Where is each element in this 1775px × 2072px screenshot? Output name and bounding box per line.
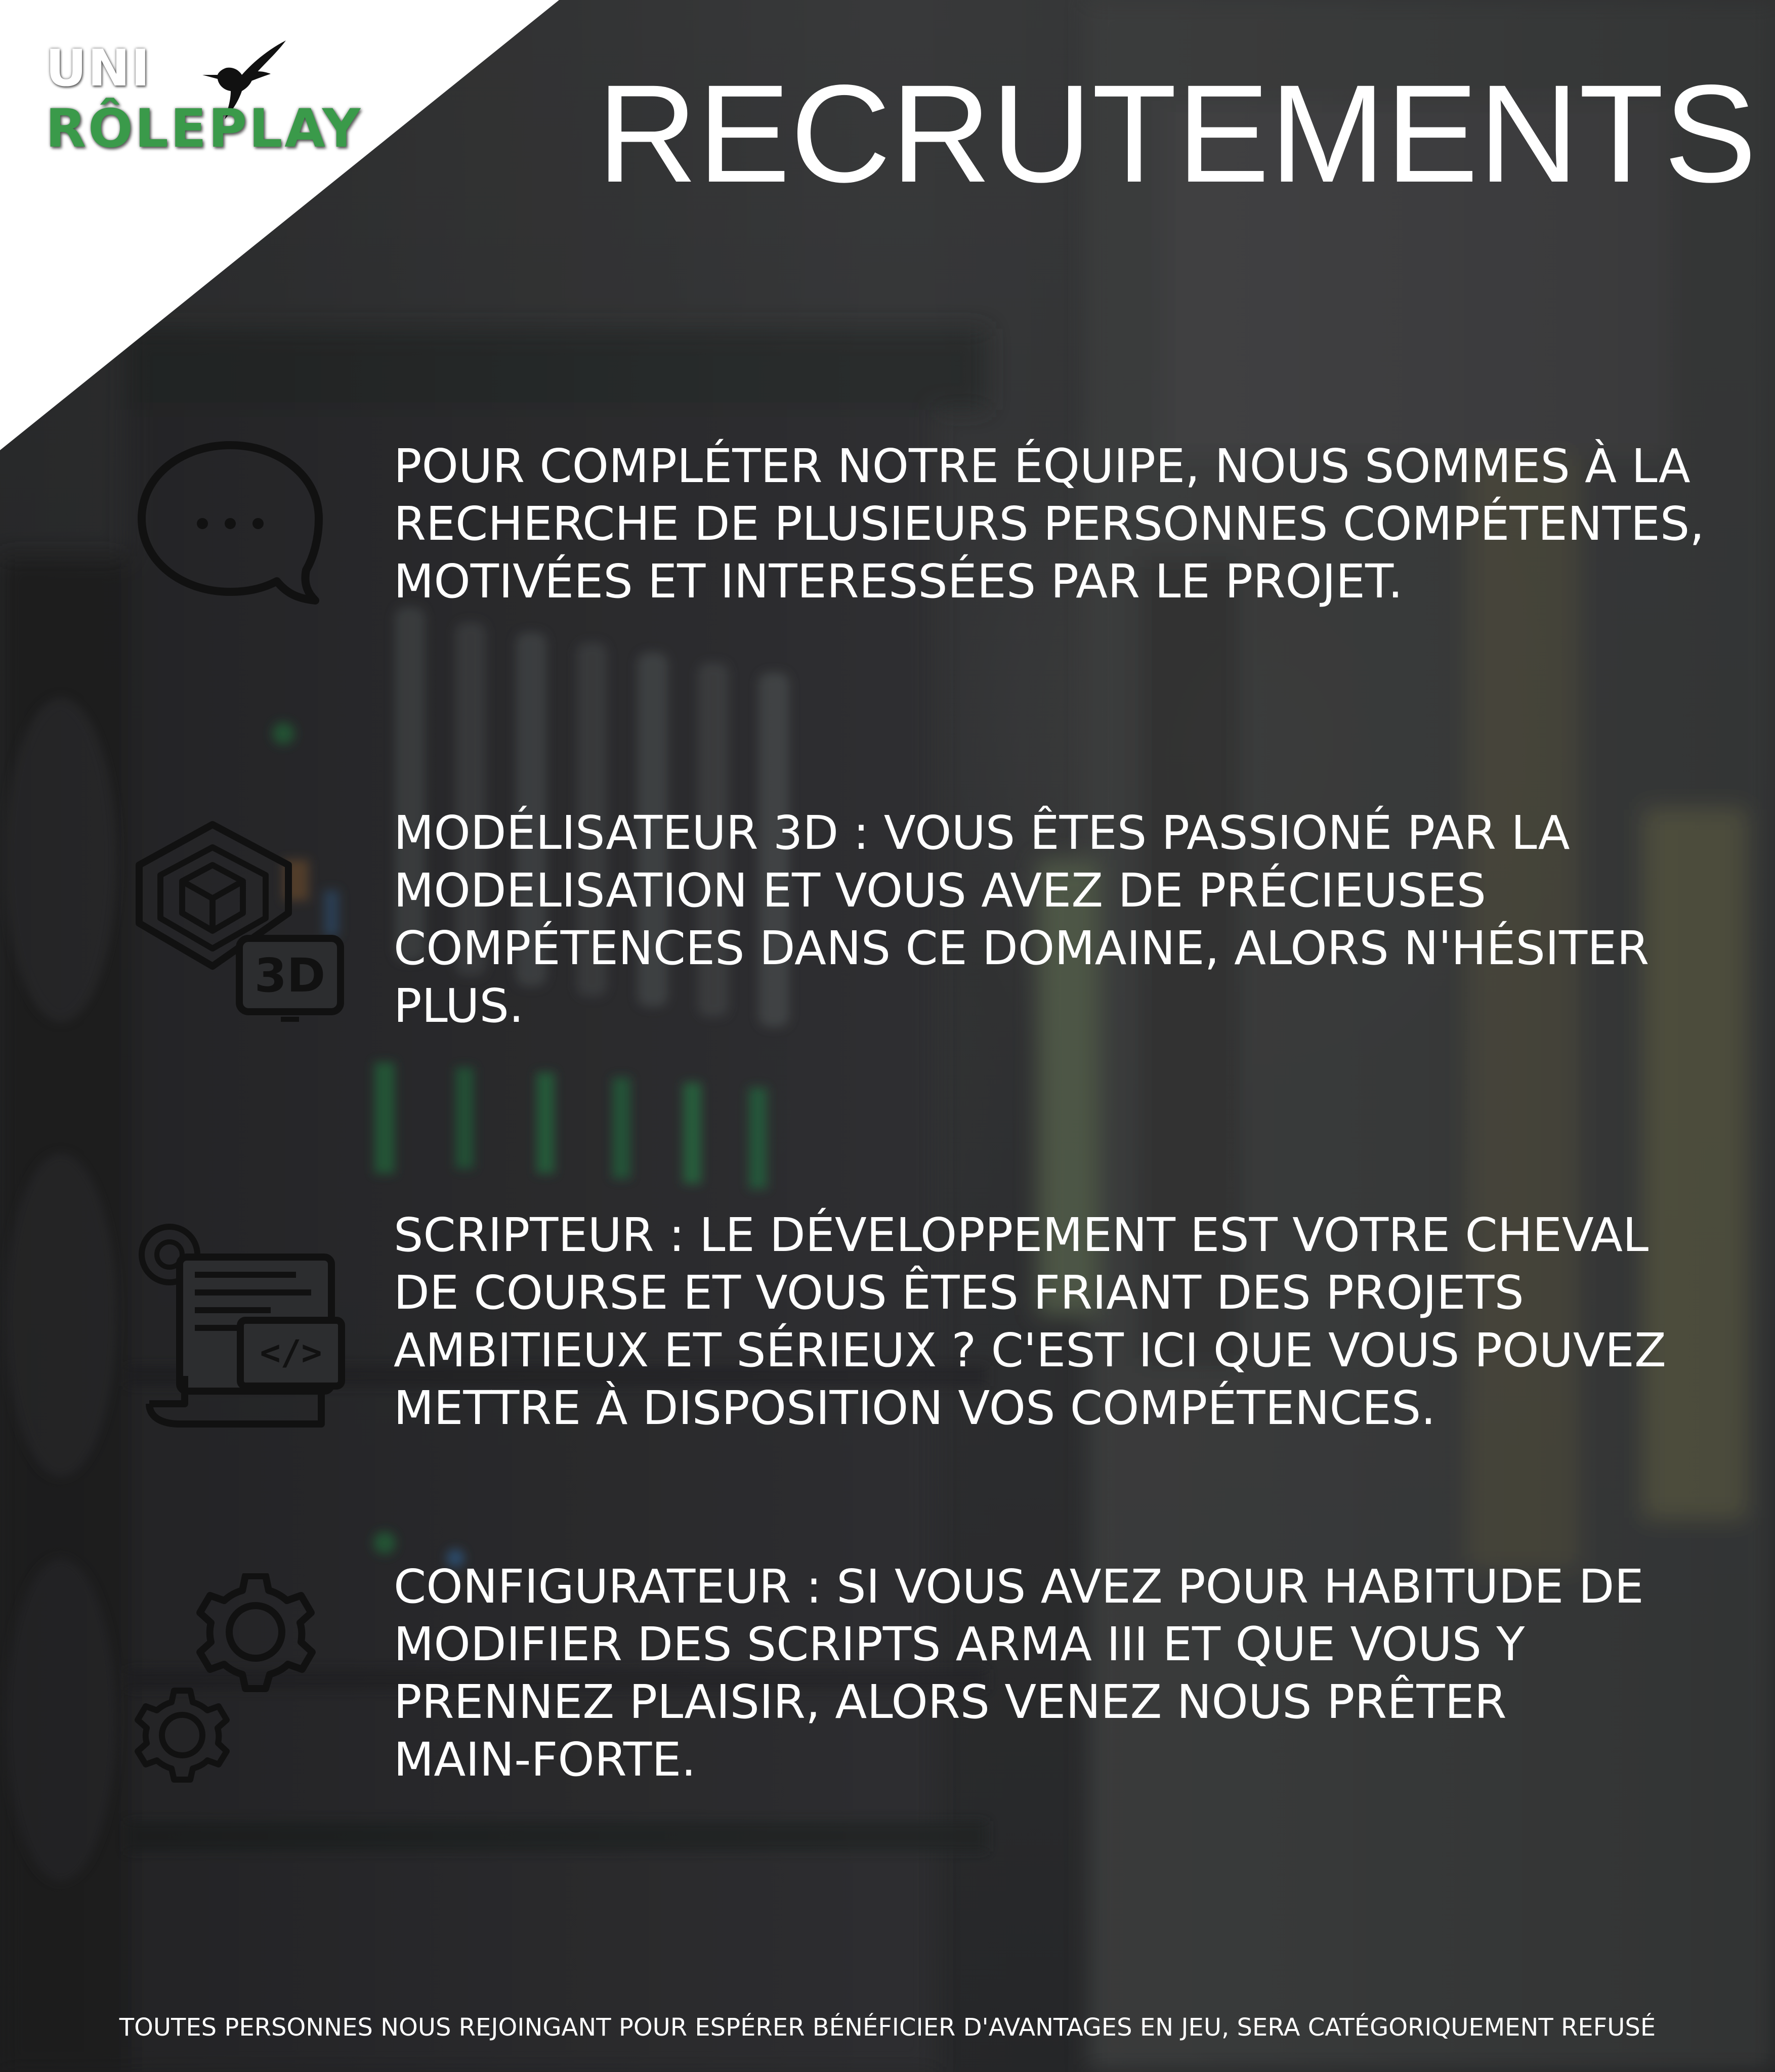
- page-title: RECRUTEMENTS: [597, 56, 1757, 211]
- code-scroll-icon: [129, 1206, 357, 1434]
- uni-roleplay-logo: [46, 38, 363, 162]
- 3d-label: 3D: [254, 948, 326, 1003]
- footer-disclaimer: TOUTES PERSONNES NOUS REJOINGANT POUR ESPÉRER BÉNÉFICIER D'AVANTAGES EN JEU, SERA CATÉGORIQUEMENT REFUSÉ: [119, 2013, 1656, 2042]
- configurator-text: CONFIGURATEUR : SI VOUS AVEZ POUR HABITUDE DE MODIFIER DES SCRIPTS ARMA III ET QUE VOUS Y PRENNEZ PLAISIR, ALORS VENEZ NOUS PRÊTER MAIN-FORTE.: [394, 1560, 1644, 1787]
- gears-icon: [129, 1573, 357, 1801]
- intro-text: POUR COMPLÉTER NOTRE ÉQUIPE, NOUS SOMMES À LA RECHERCHE DE PLUSIEURS PERSONNES COMPÉTENTES, MOTIVÉES ET INTERESSÉES PAR LE PROJET.: [394, 439, 1705, 609]
- 3d-cube-icon: [129, 804, 357, 1032]
- logo-uni-text: UNI: [46, 38, 151, 98]
- logo-roleplay-text: RÔLEPLAY: [46, 98, 363, 159]
- scripter-text: SCRIPTEUR : LE DÉVELOPPEMENT EST VOTRE CHEVAL DE COURSE ET VOUS ÊTES FRIANT DES PROJETS AMBITIEUX ET SÉRIEUX ? C'EST ICI QUE VOUS POUVEZ METTRE À DISPOSITION VOS COMPÉTENCES.: [394, 1208, 1666, 1435]
- chat-bubble-icon: [129, 438, 357, 665]
- code-label: </>: [260, 1333, 322, 1373]
- modeler-text: MODÉLISATEUR 3D : VOUS ÊTES PASSIONÉ PAR LA MODELISATION ET VOUS AVEZ DE PRÉCIEUSES COMPÉTENCES DANS CE DOMAINE, ALORS N'HÉSITER PLUS.: [394, 806, 1650, 1033]
